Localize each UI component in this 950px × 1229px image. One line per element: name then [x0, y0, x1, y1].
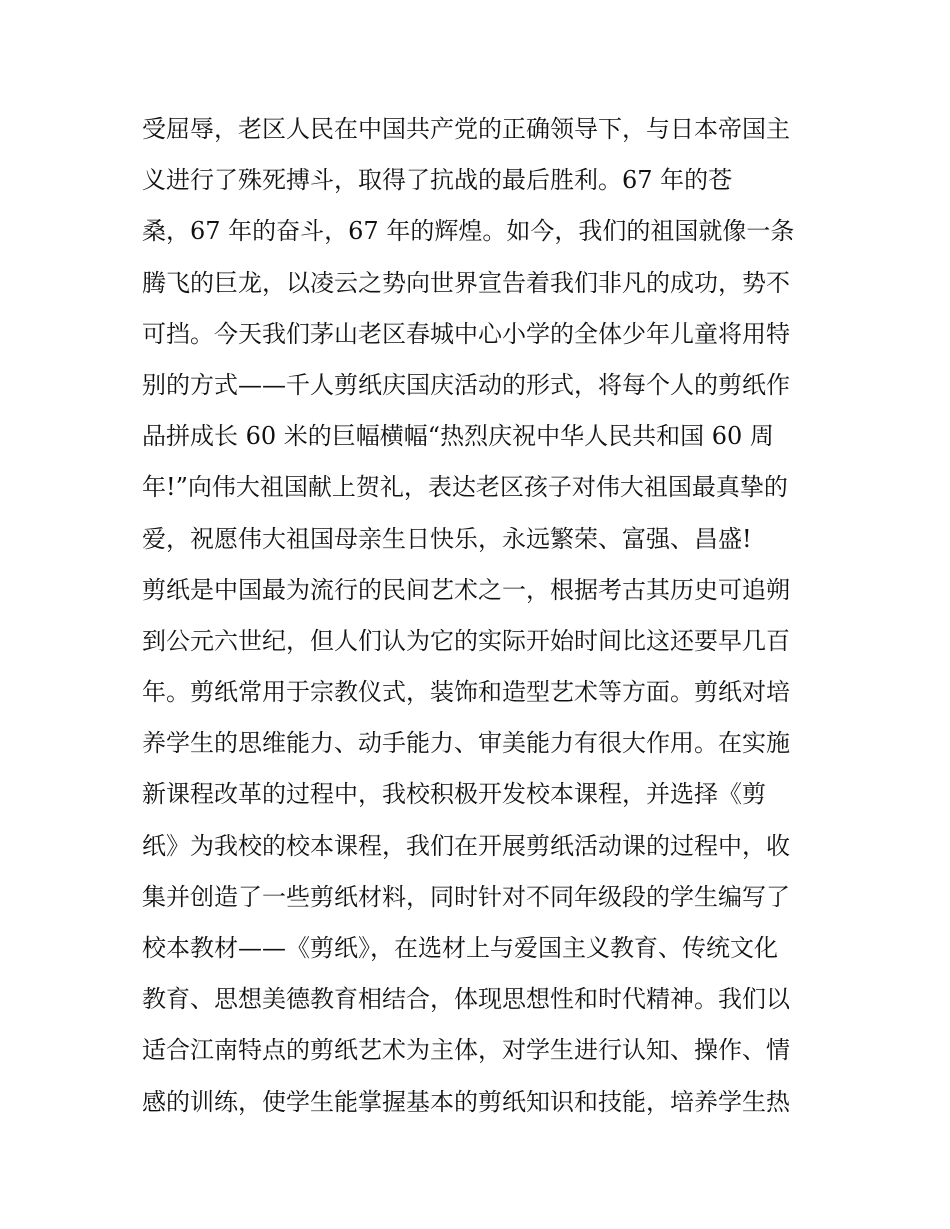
text-line: 剪纸是中国最为流行的民间艺术之一，根据考古其历史可追朔 — [142, 575, 790, 604]
text-line: 纸》为我校的校本课程，我们在开展剪纸活动课的过程中，收 — [142, 831, 790, 860]
text-line: 集并创造了一些剪纸材料，同时针对不同年级段的学生编写了 — [142, 882, 790, 911]
text-line: 教育、思想美德教育相结合，体现思想性和时代精神。我们以 — [142, 985, 790, 1014]
text-line: 适合江南特点的剪纸艺术为主体，对学生进行认知、操作、情 — [142, 1036, 790, 1065]
text-line: 别的方式——千人剪纸庆国庆活动的形式，将每个人的剪纸作 — [142, 370, 790, 399]
text-line: 爱，祝愿伟大祖国母亲生日快乐，永远繁荣、富强、昌盛! — [142, 524, 752, 553]
text-line: 受屈辱，老区人民在中国共产党的正确领导下，与日本帝国主 — [142, 115, 790, 143]
text-line: 新课程改革的过程中，我校积极开发校本课程，并选择《剪 — [142, 780, 766, 809]
text-line: 校本教材——《剪纸》，在选材上与爱国主义教育、传统文化 — [142, 934, 778, 962]
text-line: 到公元六世纪，但人们认为它的实际开始时间比这还要早几百 — [142, 626, 790, 655]
text-line: 桑，67 年的奋斗，67 年的辉煌。如今，我们的祖国就像一条 — [142, 217, 795, 246]
text-line: 品拼成长 60 米的巨幅横幅“热烈庆祝中华人民共和国 60 周 — [142, 422, 774, 451]
text-line: 年!”向伟大祖国献上贺礼，表达老区孩子对伟大祖国最真挚的 — [142, 473, 788, 502]
text-line: 感的训练，使学生能掌握基本的剪纸知识和技能，培养学生热 — [142, 1087, 790, 1116]
body-text — [142, 104, 822, 1128]
text-line: 义进行了殊死搏斗，取得了抗战的最后胜利。67 年的苍 — [142, 166, 733, 195]
text-line: 腾飞的巨龙，以凌云之势向世界宣告着我们非凡的成功，势不 — [142, 268, 790, 297]
text-line: 年。剪纸常用于宗教仪式，装饰和造型艺术等方面。剪纸对培 — [142, 678, 790, 707]
text-line: 养学生的思维能力、动手能力、审美能力有很大作用。在实施 — [142, 729, 790, 758]
text-line: 可挡。今天我们茅山老区春城中心小学的全体少年儿童将用特 — [142, 319, 790, 348]
